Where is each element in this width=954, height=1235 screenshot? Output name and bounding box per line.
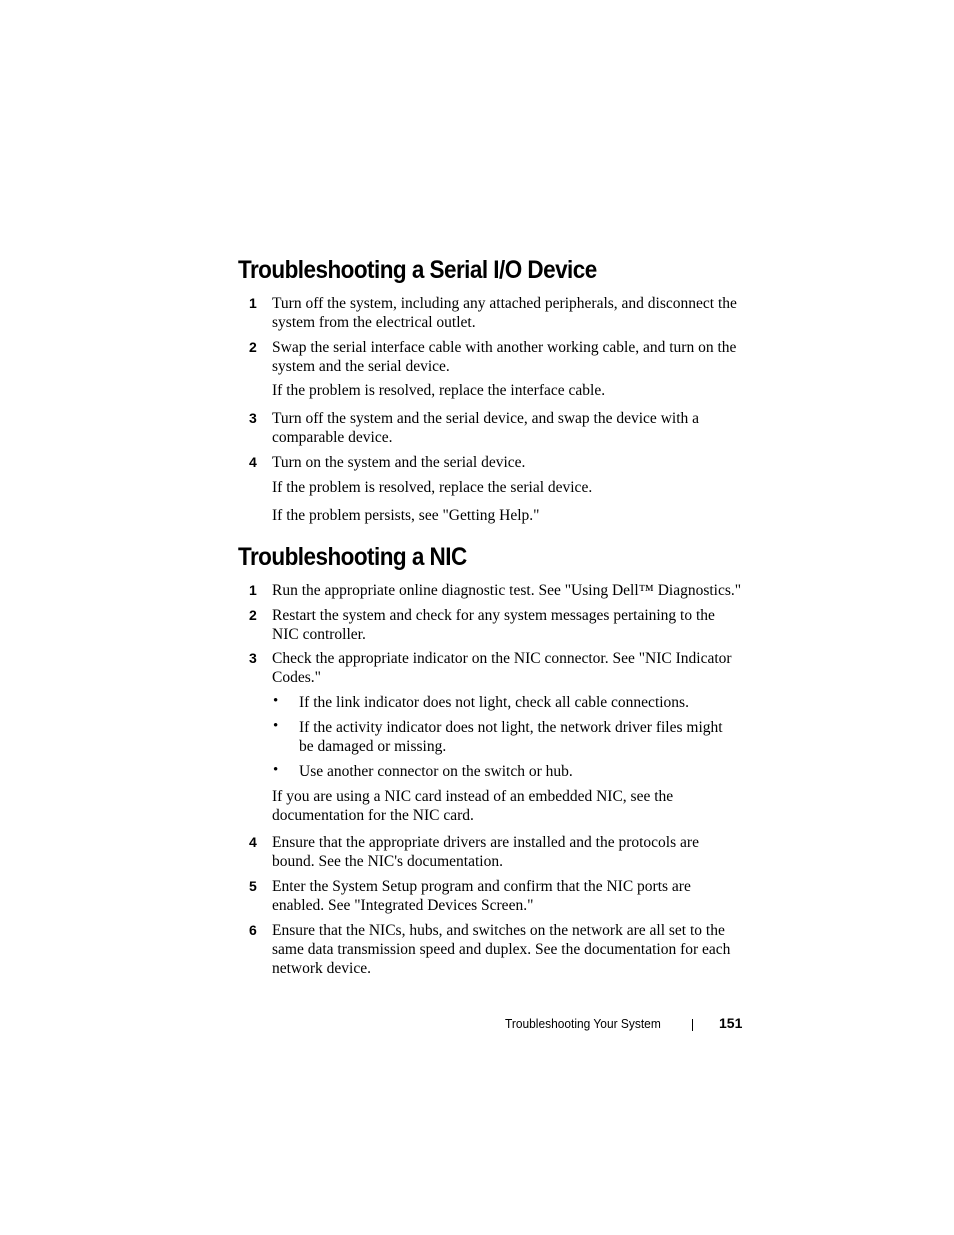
serial-step-4-number: 4	[249, 454, 257, 470]
nic-step-3-number: 3	[249, 650, 257, 666]
nic-step-6-number: 6	[249, 922, 257, 938]
nic-step-1-number: 1	[249, 582, 257, 598]
serial-step-4-text: Turn on the system and the serial device.	[272, 454, 526, 471]
nic-bullet-1-text: If the link indicator does not light, check all cable connections.	[299, 694, 689, 711]
serial-step-2-note: If the problem is resolved, replace the interface cable.	[272, 382, 606, 399]
nic-step-4-text: Ensure that the appropriate drivers are installed and the protocols are bound. See the NIC's documentation.	[272, 834, 699, 870]
nic-bullet-3-text: Use another connector on the switch or hub.	[299, 763, 573, 780]
nic-bullet-1-marker: •	[273, 693, 279, 709]
nic-bullet-2-marker: •	[273, 718, 279, 734]
serial-step-3-number: 3	[249, 410, 257, 426]
nic-section-heading: Troubleshooting a NIC	[238, 543, 467, 571]
nic-step-4-number: 4	[249, 834, 257, 850]
serial-section-heading: Troubleshooting a Serial I/O Device	[238, 256, 597, 284]
serial-step-1-text: Turn off the system, including any attached peripherals, and disconnect the system from the electrical outlet.	[272, 295, 737, 331]
nic-step-5-number: 5	[249, 878, 257, 894]
serial-step-2-number: 2	[249, 339, 257, 355]
nic-step-2-number: 2	[249, 607, 257, 623]
serial-step-4-note2: If the problem persists, see "Getting Help."	[272, 507, 540, 524]
nic-step-2-text: Restart the system and check for any system messages pertaining to the NIC controller.	[272, 607, 715, 643]
serial-step-4-note: If the problem is resolved, replace the serial device.	[272, 479, 593, 496]
nic-bullet-2-text: If the activity indicator does not light, the network driver files might be damaged or missing.	[299, 719, 723, 755]
nic-step-5-text: Enter the System Setup program and confirm that the NIC ports are enabled. See "Integrated Devices Screen."	[272, 878, 691, 914]
serial-step-3-text: Turn off the system and the serial device, and swap the device with a comparable device.	[272, 410, 699, 446]
serial-step-2-text: Swap the serial interface cable with another working cable, and turn on the system and the serial device.	[272, 339, 737, 375]
nic-step-6-text: Ensure that the NICs, hubs, and switches on the network are all set to the same data transmission speed and duplex. See the documentation for each network device.	[272, 922, 731, 977]
nic-step-1-text: Run the appropriate online diagnostic test. See "Using Dell™ Diagnostics."	[272, 582, 742, 599]
nic-bullet-3-marker: •	[273, 762, 279, 778]
page-number: 151	[719, 1015, 743, 1031]
nic-step-3-text: Check the appropriate indicator on the NIC connector. See "NIC Indicator Codes."	[272, 650, 732, 686]
serial-step-1-number: 1	[249, 295, 257, 311]
footer-section-title: Troubleshooting Your System	[505, 1016, 661, 1031]
footer-separator	[692, 1019, 693, 1031]
nic-step-3-note: If you are using a NIC card instead of an embedded NIC, see the documentation for the NIC card.	[272, 788, 674, 824]
